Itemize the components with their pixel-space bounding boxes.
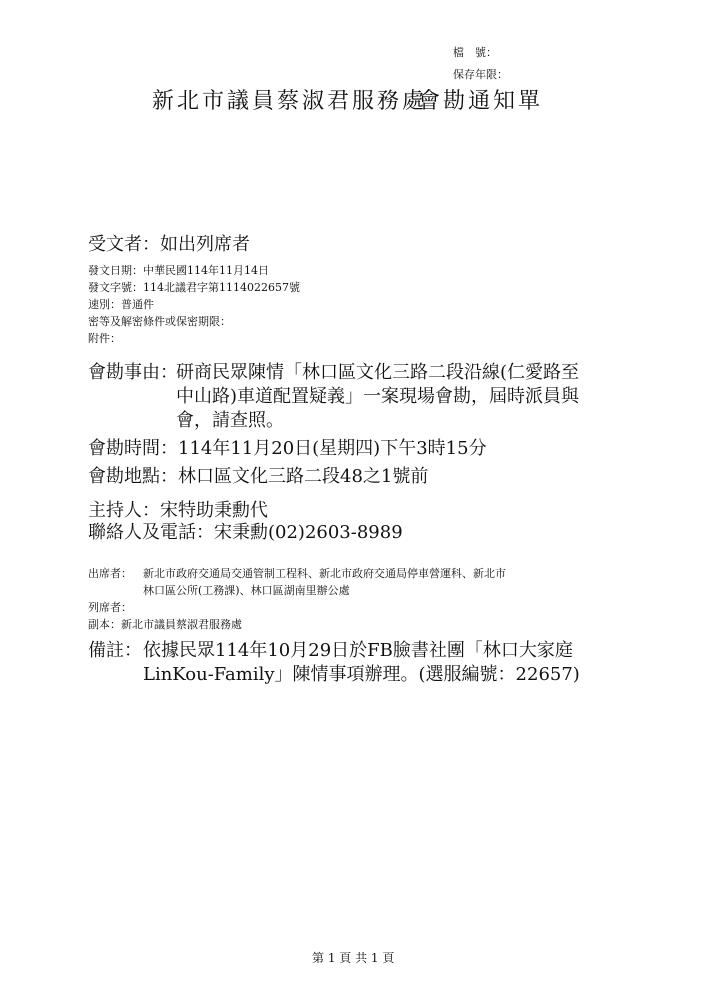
attachment-line: 附件： [88, 332, 121, 345]
observers-line: 列席者： [88, 601, 132, 614]
inspection-time: 會勘時間：114年11月20日(星期四)下午3時15分 [88, 438, 487, 459]
document-title-org: 新北市議員蔡淑君服務處 [152, 89, 428, 114]
delivery-speed: 速別：普通件 [88, 298, 154, 311]
remarks-line-2: LinKou-Family」陳情事項辦理。(選服編號：22657) [143, 664, 580, 685]
remarks-label: 備註： [88, 640, 142, 661]
reference-number: 發文字號：114北議君字第1114022657號 [88, 281, 300, 294]
page-footer: 第 1 頁 共 1 頁 [312, 951, 395, 965]
retention-period-label: 保存年限： [453, 68, 508, 81]
recipient-line: 受文者：如出列席者 [88, 234, 250, 255]
inspection-place: 會勘地點：林口區文化三路二段48之1號前 [88, 466, 429, 487]
subject-line-3: 會，請查照。 [176, 410, 284, 431]
secrecy-level: 密等及解密條件或保密期限： [88, 315, 231, 328]
attendees-line-2: 林口區公所(工務課)、林口區湖南里辦公處 [143, 584, 350, 597]
document-title-type: 會勘通知單 [418, 89, 544, 114]
file-number-label: 檔 號： [453, 46, 497, 59]
issue-date: 發文日期：中華民國114年11月14日 [88, 264, 269, 277]
subject-label: 會勘事由： [88, 362, 178, 383]
host-line: 主持人：宋特助秉勳代 [88, 500, 268, 521]
subject-line-1: 研商民眾陳情「林口區文化三路二段沿線(仁愛路至 [176, 362, 580, 383]
attendees-label: 出席者： [88, 567, 132, 580]
contact-line: 聯絡人及電話：宋秉勳(02)2603-8989 [88, 522, 403, 543]
copy-line: 副本：新北市議員蔡淑君服務處 [88, 618, 242, 631]
subject-line-2: 中山路)車道配置疑義」一案現場會勘，屆時派員與 [176, 386, 580, 407]
remarks-line-1: 依據民眾114年10月29日於FB臉書社團「林口大家庭 [143, 640, 573, 661]
attendees-line-1: 新北市政府交通局交通管制工程科、新北市政府交通局停車營運科、新北市 [143, 567, 506, 580]
